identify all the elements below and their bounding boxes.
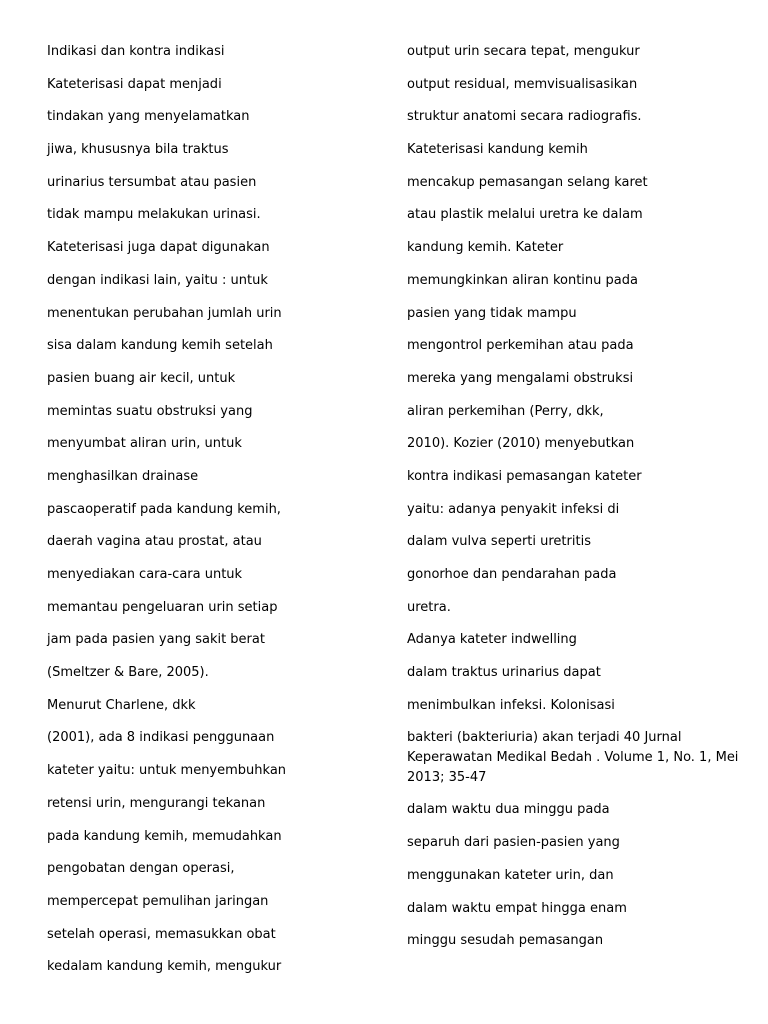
text-line: memantau pengeluaran urin setiap: [47, 599, 278, 615]
text-line: uretra.: [407, 599, 451, 615]
text-line: menimbulkan infeksi. Kolonisasi: [407, 697, 615, 713]
text-line: mereka yang mengalami obstruksi: [407, 370, 634, 386]
text-line: dalam waktu dua minggu pada: [407, 802, 610, 818]
text-line: pasien buang air kecil, untuk: [47, 370, 236, 386]
journal-citation-paragraph: bakteri (bakteriuria) akan terjadi 40 Jurnal Keperawatan Medikal Bedah . Volume 1, No. 1, Mei 2013; 35-47: [407, 730, 739, 786]
text-line: sisa dalam kandung kemih setelah: [47, 338, 273, 354]
text-line: jiwa, khususnya bila traktus: [47, 142, 229, 158]
text-line: yaitu: adanya penyakit infeksi di: [407, 501, 620, 517]
text-line: output urin secara tepat, mengukur: [407, 44, 640, 59]
right-column-bottom-lines: [407, 796, 747, 959]
text-line: dengan indikasi lain, yaitu : untuk: [47, 272, 268, 288]
right-text-column: [407, 38, 747, 960]
text-line: 2010). Kozier (2010) menyebutkan: [407, 436, 635, 452]
text-line: memungkinkan aliran kontinu pada: [407, 272, 638, 288]
text-line: jam pada pasien yang sakit berat: [47, 632, 265, 648]
text-line: menentukan perubahan jumlah urin: [47, 305, 282, 321]
text-line: mengontrol perkemihan atau pada: [407, 338, 634, 354]
text-line: pasien yang tidak mampu: [407, 305, 577, 321]
text-line: separuh dari pasien-pasien yang: [407, 835, 620, 851]
text-line: kontra indikasi pemasangan kateter: [407, 468, 642, 484]
text-line: Kateterisasi juga dapat digunakan: [47, 240, 270, 256]
text-line: atau plastik melalui uretra ke dalam: [407, 207, 643, 223]
text-line: Indikasi dan kontra indikasi: [47, 44, 225, 59]
text-line: daerah vagina atau prostat, atau: [47, 534, 262, 550]
text-line: dalam waktu empat hingga enam: [407, 900, 627, 916]
text-line: aliran perkemihan (Perry, dkk,: [407, 403, 604, 419]
text-line: gonorhoe dan pendarahan pada: [407, 567, 617, 582]
text-line: kedalam kandung kemih, mengukur: [47, 959, 282, 975]
text-line: dalam traktus urinarius dapat: [407, 665, 601, 681]
text-line: output residual, memvisualisasikan: [407, 76, 638, 92]
text-line: (Smeltzer & Bare, 2005).: [47, 665, 209, 681]
text-line: tidak mampu melakukan urinasi.: [47, 207, 261, 223]
text-line: Kateterisasi kandung kemih: [407, 142, 588, 158]
text-line: menyediakan cara-cara untuk: [47, 567, 243, 582]
text-line: pascaoperatif pada kandung kemih,: [47, 501, 281, 517]
text-line: Adanya kateter indwelling: [407, 632, 577, 648]
text-line: Menurut Charlene, dkk: [47, 697, 196, 713]
right-column-top-lines: [407, 38, 747, 724]
text-line: struktur anatomi secara radiografis.: [407, 109, 642, 125]
text-line: minggu sesudah pemasangan: [407, 933, 604, 949]
text-line: memintas suatu obstruksi yang: [47, 403, 253, 419]
text-line: mempercepat pemulihan jaringan: [47, 893, 269, 909]
text-line: dalam vulva seperti uretritis: [407, 534, 591, 550]
text-line: kateter yaitu: untuk menyembuhkan: [47, 763, 287, 779]
text-line: menyumbat aliran urin, untuk: [47, 436, 242, 452]
text-line: pada kandung kemih, memudahkan: [47, 828, 282, 844]
text-line: tindakan yang menyelamatkan: [47, 109, 250, 125]
text-line: kandung kemih. Kateter: [407, 240, 564, 256]
text-line: setelah operasi, memasukkan obat: [47, 926, 276, 942]
text-line: Kateterisasi dapat menjadi: [47, 76, 222, 92]
text-line: pengobatan dengan operasi,: [47, 861, 235, 877]
text-line: (2001), ada 8 indikasi penggunaan: [47, 730, 275, 746]
left-text-column: [47, 38, 377, 986]
text-line: mencakup pemasangan selang karet: [407, 174, 648, 190]
text-line: urinarius tersumbat atau pasien: [47, 174, 257, 190]
text-line: menggunakan kateter urin, dan: [407, 867, 614, 883]
text-line: retensi urin, mengurangi tekanan: [47, 795, 266, 811]
text-line: menghasilkan drainase: [47, 468, 199, 484]
